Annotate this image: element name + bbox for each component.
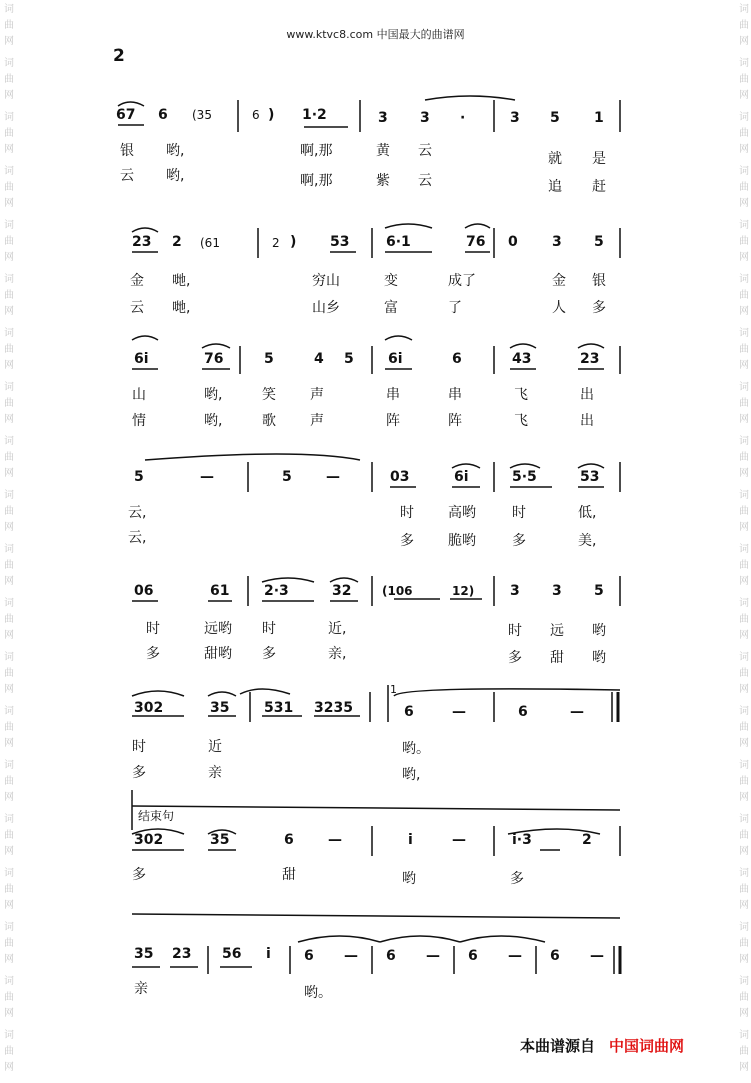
watermark-char: 词: [739, 544, 749, 555]
note: 12): [452, 584, 475, 598]
lyric: 金: [130, 273, 144, 289]
note: 2: [272, 236, 280, 250]
lyric: 哟,: [204, 387, 223, 403]
lyric: 多: [400, 533, 414, 549]
watermark-char: 网: [4, 144, 14, 155]
note: 61: [210, 583, 230, 599]
note: 06: [134, 583, 154, 599]
watermark-char: 词: [4, 814, 14, 825]
watermark-char: 曲: [739, 938, 749, 949]
lyric: 云: [130, 300, 144, 316]
lyric: 近: [208, 739, 222, 755]
note: (106: [382, 584, 413, 598]
watermark-char: 网: [739, 576, 749, 587]
lyric: 多: [510, 871, 524, 887]
note: —: [200, 469, 214, 485]
note: 23: [172, 946, 192, 962]
lyric: 甜哟: [204, 646, 232, 662]
watermark-char: 曲: [4, 776, 14, 787]
watermark-char: 词: [739, 220, 749, 231]
lyric: 声: [310, 387, 324, 403]
lyric: 低,: [578, 505, 597, 521]
note: 2·3: [264, 583, 289, 599]
lyric: 富: [384, 300, 398, 316]
note: 53: [330, 234, 350, 250]
note: 76: [466, 234, 486, 250]
note: 6: [252, 108, 260, 122]
watermark-char: 网: [739, 738, 749, 749]
watermark-char: 曲: [4, 884, 14, 895]
lyric: 银: [592, 273, 606, 289]
watermark-char: 曲: [4, 506, 14, 517]
note: 6: [158, 107, 168, 123]
watermark-char: 曲: [4, 938, 14, 949]
lyric: 云: [418, 143, 432, 159]
note: 6i: [388, 351, 403, 367]
note: 6: [386, 948, 396, 964]
watermark-char: 网: [4, 900, 14, 911]
watermark-char: 词: [739, 976, 749, 987]
lyric: 亲: [134, 981, 148, 997]
note: —: [328, 832, 342, 848]
lyric: 多: [512, 533, 526, 549]
watermark-char: 词: [4, 382, 14, 393]
note: 5: [344, 351, 354, 367]
watermark-char: 词: [4, 58, 14, 69]
watermark-char: 曲: [4, 236, 14, 247]
lyric: 阵: [386, 413, 400, 429]
note: 6i: [134, 351, 149, 367]
note: —: [508, 948, 522, 964]
note: —: [570, 704, 584, 720]
watermark-char: 曲: [739, 452, 749, 463]
lyric: 远哟: [204, 621, 232, 637]
lyric: 声: [310, 413, 324, 429]
watermark-char: 网: [4, 1062, 14, 1073]
note: 5: [282, 469, 292, 485]
note: 35: [210, 832, 230, 848]
note: 5: [264, 351, 274, 367]
watermark-char: 网: [739, 360, 749, 371]
watermark-char: 曲: [4, 614, 14, 625]
watermark-char: 网: [739, 846, 749, 857]
watermark-char: 网: [4, 252, 14, 263]
watermark-char: 词: [739, 652, 749, 663]
lyric: 云: [418, 173, 432, 189]
watermark-char: 词: [739, 328, 749, 339]
watermark-char: 曲: [4, 668, 14, 679]
lyric: 就: [548, 151, 562, 167]
note: 302: [134, 832, 164, 848]
lyric: 啊,那: [300, 173, 333, 189]
note: 3235: [314, 700, 353, 716]
watermark-char: 曲: [4, 344, 14, 355]
watermark-char: 曲: [739, 344, 749, 355]
note: 3: [420, 110, 430, 126]
lyric: 啊,那: [300, 143, 333, 159]
watermark-char: 曲: [4, 128, 14, 139]
lyric: 时: [512, 505, 526, 521]
watermark-char: 网: [4, 468, 14, 479]
watermark-char: 网: [4, 792, 14, 803]
lyric: 人: [552, 300, 566, 316]
lyric: 飞: [514, 387, 528, 403]
watermark-char: 词: [739, 274, 749, 285]
watermark-char: 网: [739, 1008, 749, 1019]
watermark-char: 曲: [739, 1046, 749, 1057]
note: 5·5: [512, 469, 537, 485]
lyric: 多: [508, 650, 522, 666]
lyric: 了: [448, 300, 462, 316]
note: —: [452, 704, 466, 720]
watermark-char: 曲: [4, 560, 14, 571]
note: i: [408, 832, 413, 848]
watermark-char: 曲: [739, 884, 749, 895]
lyric: 哋,: [172, 273, 191, 289]
watermark-char: 网: [4, 90, 14, 101]
watermark-char: 词: [4, 436, 14, 447]
watermark-char: 曲: [4, 398, 14, 409]
note: 302: [134, 700, 164, 716]
watermark-char: 词: [4, 220, 14, 231]
note: —: [590, 948, 604, 964]
note: 6: [518, 704, 528, 720]
watermark-char: 词: [4, 868, 14, 879]
watermark-char: 词: [739, 112, 749, 123]
lyric: 云,: [128, 530, 147, 546]
watermark-char: 曲: [4, 20, 14, 31]
watermark-char: 网: [739, 684, 749, 695]
watermark-char: 曲: [4, 74, 14, 85]
watermark-char: 词: [739, 760, 749, 771]
note: 6: [468, 948, 478, 964]
note: 6·1: [386, 234, 411, 250]
lyric: 穷山: [312, 273, 340, 289]
lyric: 哟。: [304, 985, 332, 1001]
lyric: 哟,: [204, 413, 223, 429]
lyric: 多: [146, 646, 160, 662]
watermark-char: 网: [739, 36, 749, 47]
watermark-char: 曲: [739, 992, 749, 1003]
watermark-char: 曲: [739, 20, 749, 31]
watermark-char: 曲: [739, 506, 749, 517]
note: 6: [304, 948, 314, 964]
lyric: 哟,: [166, 143, 185, 159]
watermark-char: 曲: [4, 182, 14, 193]
watermark-char: 网: [739, 630, 749, 641]
lyric: 时: [400, 505, 414, 521]
note: 23: [580, 351, 600, 367]
note: 3: [378, 110, 388, 126]
lyric: 美,: [578, 533, 597, 549]
note: 43: [512, 351, 532, 367]
lyric: 哟: [592, 650, 606, 666]
volta-number: 1: [390, 683, 397, 696]
note: i·3: [512, 832, 532, 848]
lyric: 笑: [262, 387, 276, 403]
footer-source-label: 本曲谱源自: [520, 1037, 596, 1055]
lyric: 时: [132, 739, 146, 755]
lyric: 亲,: [328, 646, 347, 662]
lyric: 脆哟: [448, 533, 476, 549]
note: 3: [510, 110, 520, 126]
watermark-char: 曲: [739, 74, 749, 85]
lyric: 阵: [448, 413, 462, 429]
watermark-char: 词: [739, 58, 749, 69]
note: 35: [134, 946, 154, 962]
note: —: [326, 469, 340, 485]
watermark-char: 网: [739, 252, 749, 263]
lyric: 追: [548, 179, 562, 195]
watermark-char: 网: [4, 684, 14, 695]
note: 2: [172, 234, 182, 250]
lyric: 出: [580, 413, 594, 429]
note: 6: [284, 832, 294, 848]
watermark-char: 网: [4, 1008, 14, 1019]
watermark-char: 曲: [739, 398, 749, 409]
note: 1: [594, 110, 604, 126]
watermark-char: 网: [4, 36, 14, 47]
watermark-char: 网: [739, 306, 749, 317]
watermark-char: 网: [739, 144, 749, 155]
note: 3: [552, 234, 562, 250]
watermark-char: 网: [739, 90, 749, 101]
note: 5: [550, 110, 560, 126]
watermark-char: 网: [4, 846, 14, 857]
watermark-char: 网: [739, 792, 749, 803]
note: 03: [390, 469, 410, 485]
note: ): [290, 234, 297, 250]
watermark-char: 网: [739, 468, 749, 479]
watermark-char: 网: [739, 954, 749, 965]
note: 35: [210, 700, 230, 716]
lyric: 云: [120, 168, 134, 184]
watermark-char: 网: [4, 414, 14, 425]
watermark-char: 词: [739, 436, 749, 447]
watermark-char: 网: [739, 522, 749, 533]
note: ): [268, 107, 275, 123]
lyric: 出: [580, 387, 594, 403]
watermark-char: 曲: [739, 182, 749, 193]
watermark-char: 词: [739, 382, 749, 393]
lyric: 黄: [376, 143, 390, 159]
note: 76: [204, 351, 224, 367]
note: 531: [264, 700, 294, 716]
watermark-char: 词: [739, 166, 749, 177]
watermark-char: 词: [4, 652, 14, 663]
watermark-char: 词: [739, 598, 749, 609]
watermark-char: 词: [739, 814, 749, 825]
note: —: [452, 832, 466, 848]
lyric: 多: [132, 867, 146, 883]
lyric: 紫: [376, 173, 390, 189]
note: 4: [314, 351, 324, 367]
lyric: 甜: [550, 650, 564, 666]
watermark-char: 曲: [4, 452, 14, 463]
lyric: 成了: [448, 273, 476, 289]
watermark-char: 词: [4, 706, 14, 717]
note: 32: [332, 583, 352, 599]
note: 5: [134, 469, 144, 485]
note: 6: [550, 948, 560, 964]
note: 2: [582, 832, 592, 848]
watermark-char: 曲: [739, 236, 749, 247]
ending-section-label: 结束句: [138, 809, 175, 823]
note: (35: [192, 108, 212, 122]
watermark-char: 网: [4, 576, 14, 587]
watermark-char: 曲: [4, 992, 14, 1003]
watermark-char: 曲: [4, 830, 14, 841]
note: 3: [552, 583, 562, 599]
watermark-char: 词: [4, 598, 14, 609]
lyric: 变: [384, 273, 398, 289]
lyric: 山: [132, 387, 146, 403]
watermark-char: 网: [4, 738, 14, 749]
lyric: 哟,: [402, 767, 421, 783]
note: 6: [404, 704, 414, 720]
lyric: 哋,: [172, 300, 191, 316]
watermark-char: 网: [4, 198, 14, 209]
lyric: 多: [592, 300, 606, 316]
source-footer: [520, 1035, 684, 1056]
watermark-char: 曲: [739, 290, 749, 301]
watermark-char: 词: [4, 4, 14, 15]
watermark-char: 网: [4, 360, 14, 371]
note: (61: [200, 236, 220, 250]
footer-site-name[interactable]: 中国词曲网: [609, 1037, 685, 1055]
watermark-char: 曲: [739, 776, 749, 787]
lyric: 多: [262, 646, 276, 662]
watermark-char: 曲: [739, 668, 749, 679]
lyric: 云,: [128, 505, 147, 521]
watermark-char: 词: [4, 976, 14, 987]
note: 56: [222, 946, 242, 962]
watermark-char: 词: [4, 112, 14, 123]
watermark-char: 曲: [739, 830, 749, 841]
lyric: 哟,: [166, 168, 185, 184]
lyric: 赶: [592, 179, 606, 195]
note: 6: [452, 351, 462, 367]
note: 5: [594, 234, 604, 250]
lyric: 串: [448, 387, 462, 403]
note: 1·2: [302, 107, 327, 123]
watermark-char: 词: [4, 544, 14, 555]
watermark-char: 曲: [739, 560, 749, 571]
note: 23: [132, 234, 152, 250]
lyric: 是: [592, 151, 606, 167]
note: 0: [508, 234, 518, 250]
lyric: 哟。: [402, 741, 430, 757]
watermark-char: 词: [739, 490, 749, 501]
watermark-char: 网: [739, 900, 749, 911]
watermark-char: 曲: [739, 614, 749, 625]
lyric: 近,: [328, 621, 347, 637]
lyric: 山乡: [312, 300, 340, 316]
watermark-char: 词: [4, 1030, 14, 1041]
watermark-char: 网: [4, 954, 14, 965]
lyric: 哟: [402, 871, 416, 887]
note: —: [426, 948, 440, 964]
lyric: 银: [120, 143, 134, 159]
watermark-char: 词: [4, 760, 14, 771]
note: —: [344, 948, 358, 964]
lyric: 远: [550, 623, 564, 639]
watermark-char: 网: [739, 198, 749, 209]
lyric: 歌: [262, 413, 276, 429]
note: ·: [460, 110, 466, 126]
watermark-char: 网: [4, 522, 14, 533]
lyric: 串: [386, 387, 400, 403]
note: i: [266, 946, 271, 962]
lyric: 时: [146, 621, 160, 637]
watermark-char: 词: [4, 274, 14, 285]
lyric: 时: [262, 621, 276, 637]
lyric: 高哟: [448, 505, 476, 521]
watermark-char: 词: [739, 868, 749, 879]
watermark-char: 词: [4, 490, 14, 501]
note: 3: [510, 583, 520, 599]
site-header: www.ktvc8.com 中国最大的曲谱网: [286, 28, 465, 41]
watermark-char: 词: [4, 922, 14, 933]
watermark-char: 词: [4, 166, 14, 177]
watermark-char: 曲: [4, 290, 14, 301]
watermark-char: 网: [4, 306, 14, 317]
watermark-char: 词: [4, 328, 14, 339]
watermark-char: 曲: [739, 722, 749, 733]
watermark-char: 网: [739, 1062, 749, 1073]
watermark-char: 词: [739, 1030, 749, 1041]
watermark-char: 词: [739, 706, 749, 717]
lyric: 亲: [208, 765, 222, 781]
lyric: 甜: [282, 867, 296, 883]
note: 53: [580, 469, 600, 485]
watermark-char: 网: [739, 414, 749, 425]
watermark-char: 曲: [739, 128, 749, 139]
note: 67: [116, 107, 136, 123]
lyric: 哟: [592, 623, 606, 639]
watermark-char: 词: [739, 4, 749, 15]
lyric: 时: [508, 623, 522, 639]
watermark-char: 词: [739, 922, 749, 933]
note: 6i: [454, 469, 469, 485]
lyric: 飞: [514, 413, 528, 429]
lyric: 多: [132, 765, 146, 781]
watermark-char: 网: [4, 630, 14, 641]
watermark-char: 曲: [4, 1046, 14, 1057]
lyric: 金: [552, 273, 566, 289]
watermark-char: 曲: [4, 722, 14, 733]
page-number: 2: [113, 46, 125, 66]
lyric: 情: [132, 413, 146, 429]
note: 5: [594, 583, 604, 599]
